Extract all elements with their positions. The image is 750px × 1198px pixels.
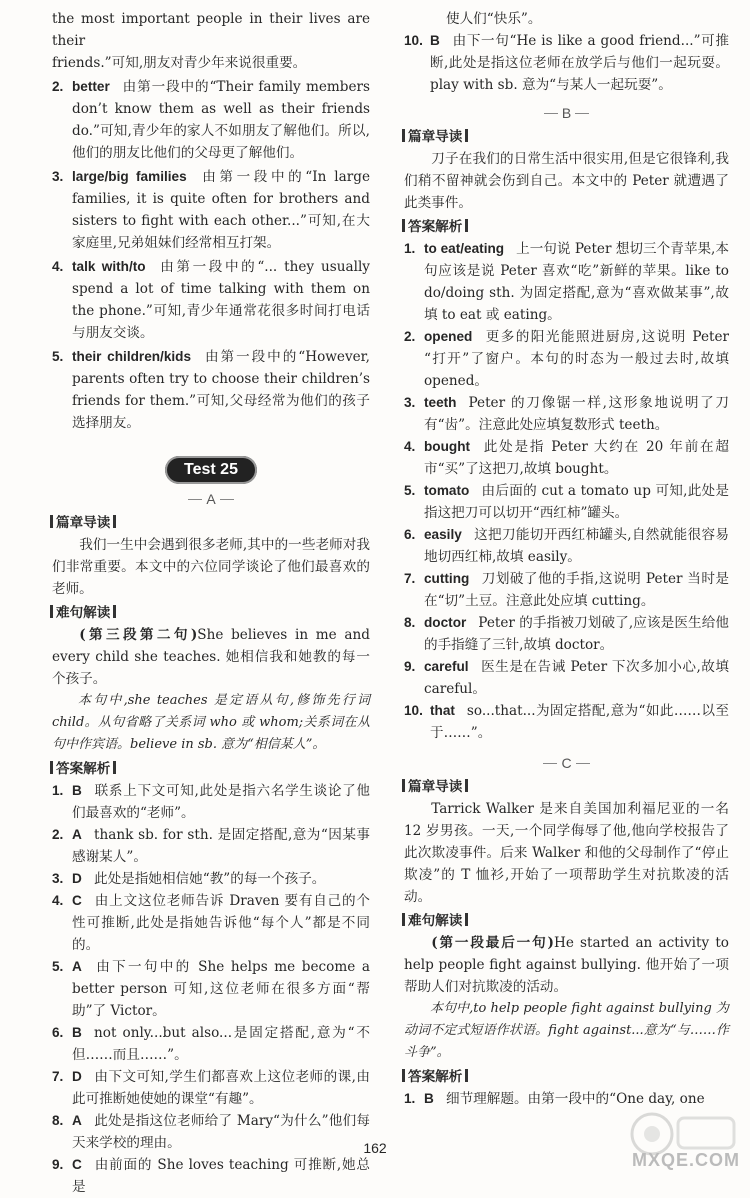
answer-number: 5. (52, 349, 64, 364)
answer-explanation: 此处是指这位老师给了 Mary“为什么”他们每天来学校的理由。 (72, 1113, 370, 1151)
answer-number: 10. (404, 703, 423, 718)
answer-keyword: large/big families (72, 169, 187, 184)
answer-b5 (404, 480, 729, 524)
answer-number: 8. (404, 615, 416, 630)
answer-a3 (52, 868, 370, 890)
difficult-sentence-title: (第一段最后一句) (431, 935, 554, 951)
answer-letter: A (72, 1113, 82, 1128)
answer-keyword: easily (424, 527, 462, 542)
answer-number: 6. (52, 1025, 64, 1040)
answer-b2 (404, 326, 729, 392)
section-heading-guide-b: 篇章导读 (402, 126, 729, 148)
answer-letter: C (72, 893, 82, 908)
watermark-text: MXQE.COM (631, 1150, 740, 1170)
answer-explanation: 联系上下文可知,此处是指六名学生谈论了他们最喜欢的“老师”。 (72, 783, 370, 821)
answer-a5 (52, 956, 370, 1022)
difficult-sentence (52, 624, 370, 690)
answer-explanation: 由第一段中的“In large families, it is quite often for brothers and sisters to fight with each other...”可知,在大家庭里,兄弟姐妹们经常相互打架。 (72, 169, 370, 251)
answer-number: 1. (404, 1091, 416, 1106)
test-title-badge: Test 25 (165, 456, 257, 484)
answer-b10 (404, 700, 729, 744)
answer-keyword: better (72, 79, 110, 94)
answer-letter: C (72, 1157, 82, 1172)
difficult-sentence-text: He started an activity to help people fight against bullying. 他开始了一项帮助人们对抗欺凌的活动。 (404, 935, 729, 995)
answer-number: 3. (52, 871, 64, 886)
answer-number: 9. (52, 1157, 64, 1172)
answer-explanation: not only...but also...是固定搭配,意为“不但……而且……”。 (72, 1025, 370, 1063)
answer-keyword: careful (424, 659, 469, 674)
answer-keyword: talk with/to (72, 259, 146, 274)
answer-explanation: Peter 的刀像锯一样,这形象地说明了刀有“齿”。注意此处应填复数形式 teeth。 (424, 395, 729, 433)
answer-letter: B (72, 783, 82, 798)
answer-keyword: cutting (424, 571, 470, 586)
answer-explanation: 由第一段中的“... they usually spend a lot of time talking with them on the phone.”可知,青少年通常花很多时间打电话与朋友交谈。 (72, 259, 370, 341)
answer-a9 (52, 1154, 370, 1198)
prev-answer-3 (52, 166, 370, 254)
answer-keyword: that (430, 703, 455, 718)
answer-number: 4. (52, 259, 64, 274)
answer-a7 (52, 1066, 370, 1110)
answer-number: 10. (404, 33, 423, 48)
section-heading-answers: 答案解析 (50, 758, 370, 780)
answer-letter: A (72, 959, 82, 974)
answer-explanation: 由后面的 cut a tomato up 可知,此处是指这把刀可以切开“西红柿”罐头。 (424, 483, 729, 521)
answer-keyword: to eat/eating (424, 241, 505, 256)
answer-letter: B (430, 33, 440, 48)
answer-number: 5. (52, 959, 64, 974)
answer-explanation: 由第一段中的“Their family members don’t know them as well as their friends do.”可知,青少年的家人不如朋友了解他们。所以,他们的朋友比他们的父母更了解他们。 (72, 79, 370, 161)
answer-a1 (52, 780, 370, 824)
answer-explanation: 医生是在告诫 Peter 下次多加小心,故填 careful。 (424, 659, 729, 697)
answer-a6 (52, 1022, 370, 1066)
difficult-sentence-title: (第三段第二句) (79, 627, 198, 643)
answer-letter: D (72, 871, 82, 886)
answer-explanation: 此处是指她相信她“教”的每一个孩子。 (94, 871, 326, 887)
guide-text-b: 刀子在我们的日常生活中很实用,但是它很锋利,我们稍不留神就会伤到自己。本文中的 Peter 就遭遇了此类事件。 (404, 151, 729, 211)
answer-explanation: 由下文可知,学生们都喜欢上这位老师的课,由此可推断她使她的课堂“有趣”。 (72, 1069, 370, 1107)
answer-number: 3. (52, 169, 64, 184)
answer-explanation: 这把刀能切开西红柿罐头,自然就能很容易地切西红柿,故填 easily。 (424, 527, 729, 565)
answer-number: 2. (404, 329, 416, 344)
answer-number: 8. (52, 1113, 64, 1128)
answer-b9 (404, 656, 729, 700)
answer-explanation: 此处是指 Peter 大约在 20 年前在超市“买”了这把刀,故填 bought。 (424, 439, 729, 477)
answer-a4 (52, 890, 370, 956)
section-heading-answers-b: 答案解析 (402, 216, 729, 238)
answer-number: 2. (52, 827, 64, 842)
answer-explanation: 上一句说 Peter 想切三个青苹果,本句应该是说 Peter 喜欢“吃”新鲜的苹果。like to do/doing sth. 为固定搭配,意为“喜欢做某事”,故填 to eat 或 eating。 (424, 241, 729, 323)
answer-number: 7. (404, 571, 416, 586)
answer-number: 4. (404, 439, 416, 454)
answer-number: 5. (404, 483, 416, 498)
answer-b8 (404, 612, 729, 656)
continued-text: 使人们“快乐”。 (446, 11, 542, 27)
difficult-note-c: 本句中,to help people fight against bullying 为动词不定式短语作状语。fight against...意为“与……作斗争”。 (404, 1001, 729, 1060)
answer-explanation: 由下一句“He is like a good friend...”可推断,此处是指这位老师在放学后与他们一起玩耍。play with sb. 意为“与某人一起玩耍”。 (430, 33, 729, 93)
answer-number: 4. (52, 893, 64, 908)
page-number: 162 (363, 1140, 387, 1156)
section-heading-answers-c: 答案解析 (402, 1066, 729, 1088)
answer-keyword: tomato (424, 483, 470, 498)
answer-explanation: 细节理解题。由第一段中的“One day, one (446, 1091, 705, 1107)
prev-answer-2 (52, 76, 370, 164)
answer-number: 2. (52, 79, 64, 94)
answer-keyword: opened (424, 329, 473, 344)
answer-keyword: teeth (424, 395, 457, 410)
difficult-sentence-text: She believes in me and every child she teaches. 她相信我和她教的每一个孩子。 (52, 627, 370, 687)
part-b-label: B (404, 102, 729, 124)
answer-a10 (404, 30, 729, 96)
answer-explanation: 由第一段中的“However, parents often try to choose their children’s friends for them.”可知,父母经常为他们的孩子选择朋友。 (72, 349, 370, 431)
answer-explanation: thank sb. for sth. 是固定搭配,意为“因某事感谢某人”。 (72, 827, 370, 865)
section-heading-guide: 篇章导读 (50, 512, 370, 534)
answer-explanation: 由下一句中的 She helps me become a better person 可知,这位老师在很多方面“帮助”了 Victor。 (72, 959, 370, 1019)
right-column (404, 8, 729, 1110)
answer-explanation: 刀划破了他的手指,这说明 Peter 当时是在“切”土豆。注意此处应填 cutting。 (424, 571, 729, 609)
answer-c1 (404, 1088, 729, 1110)
answer-keyword: bought (424, 439, 471, 454)
section-heading-guide-c: 篇章导读 (402, 776, 729, 798)
answer-keyword: doctor (424, 615, 467, 630)
answer-number: 1. (404, 241, 416, 256)
answer-number: 6. (404, 527, 416, 542)
section-heading-difficult-c: 难句解读 (402, 910, 729, 932)
answer-explanation: 更多的阳光能照进厨房,这说明 Peter “打开”了窗户。本句的时态为一般过去时,故填 opened。 (424, 329, 729, 389)
left-column (52, 8, 370, 1198)
answer-explanation: Peter 的手指被刀划破了,应该是医生给他的手指缝了三针,故填 doctor。 (424, 615, 729, 653)
answer-explanation: so...that...为固定搭配,意为“如此……以至于……”。 (430, 703, 729, 741)
answer-letter: B (72, 1025, 82, 1040)
answer-number: 7. (52, 1069, 64, 1084)
intro-line-1: the most important people in their lives are their (52, 11, 370, 49)
answer-b7 (404, 568, 729, 612)
intro-line-2: friends.”可知,朋友对青少年来说很重要。 (52, 55, 307, 71)
difficult-sentence-c (404, 932, 729, 998)
prev-answer-5 (52, 346, 370, 434)
answer-letter: A (72, 827, 82, 842)
part-c-label: C (404, 752, 729, 774)
answer-keyword: their children/kids (72, 349, 192, 364)
answer-b4 (404, 436, 729, 480)
answer-b6 (404, 524, 729, 568)
answer-explanation: 由上文这位老师告诉 Draven 要有自己的个性可推断,此处是指她告诉他“每个人”都是不同的。 (72, 893, 370, 953)
guide-text: 我们一生中会遇到很多老师,其中的一些老师对我们非常重要。本文中的六位同学谈论了他们最喜欢的老师。 (52, 537, 370, 597)
difficult-note: 本句中,she teaches 是定语从句,修饰先行词 child。从句省略了关系词 who 或 whom;关系词在从句中作宾语。believe in sb. 意为“相信某人”。 (52, 693, 370, 752)
guide-text-c: Tarrick Walker 是来自美国加利福尼亚的一名 12 岁男孩。一天,一个同学侮辱了他,他向学校报告了此次欺凌事件。后来 Walker 和他的父母制作了“停止欺凌”的 T 恤衫,开始了一项帮助学生对抗欺凌的活动。 (404, 801, 729, 905)
prev-answer-4 (52, 256, 370, 344)
answer-b3 (404, 392, 729, 436)
answer-number: 1. (52, 783, 64, 798)
section-heading-difficult: 难句解读 (50, 602, 370, 624)
answer-explanation: 由前面的 She loves teaching 可推断,她总是 (72, 1157, 370, 1195)
answer-b1 (404, 238, 729, 326)
part-a-label: A (52, 488, 370, 510)
answer-a2 (52, 824, 370, 868)
answer-number: 9. (404, 659, 416, 674)
answer-letter: B (424, 1091, 434, 1106)
answer-number: 3. (404, 395, 416, 410)
answer-letter: D (72, 1069, 82, 1084)
